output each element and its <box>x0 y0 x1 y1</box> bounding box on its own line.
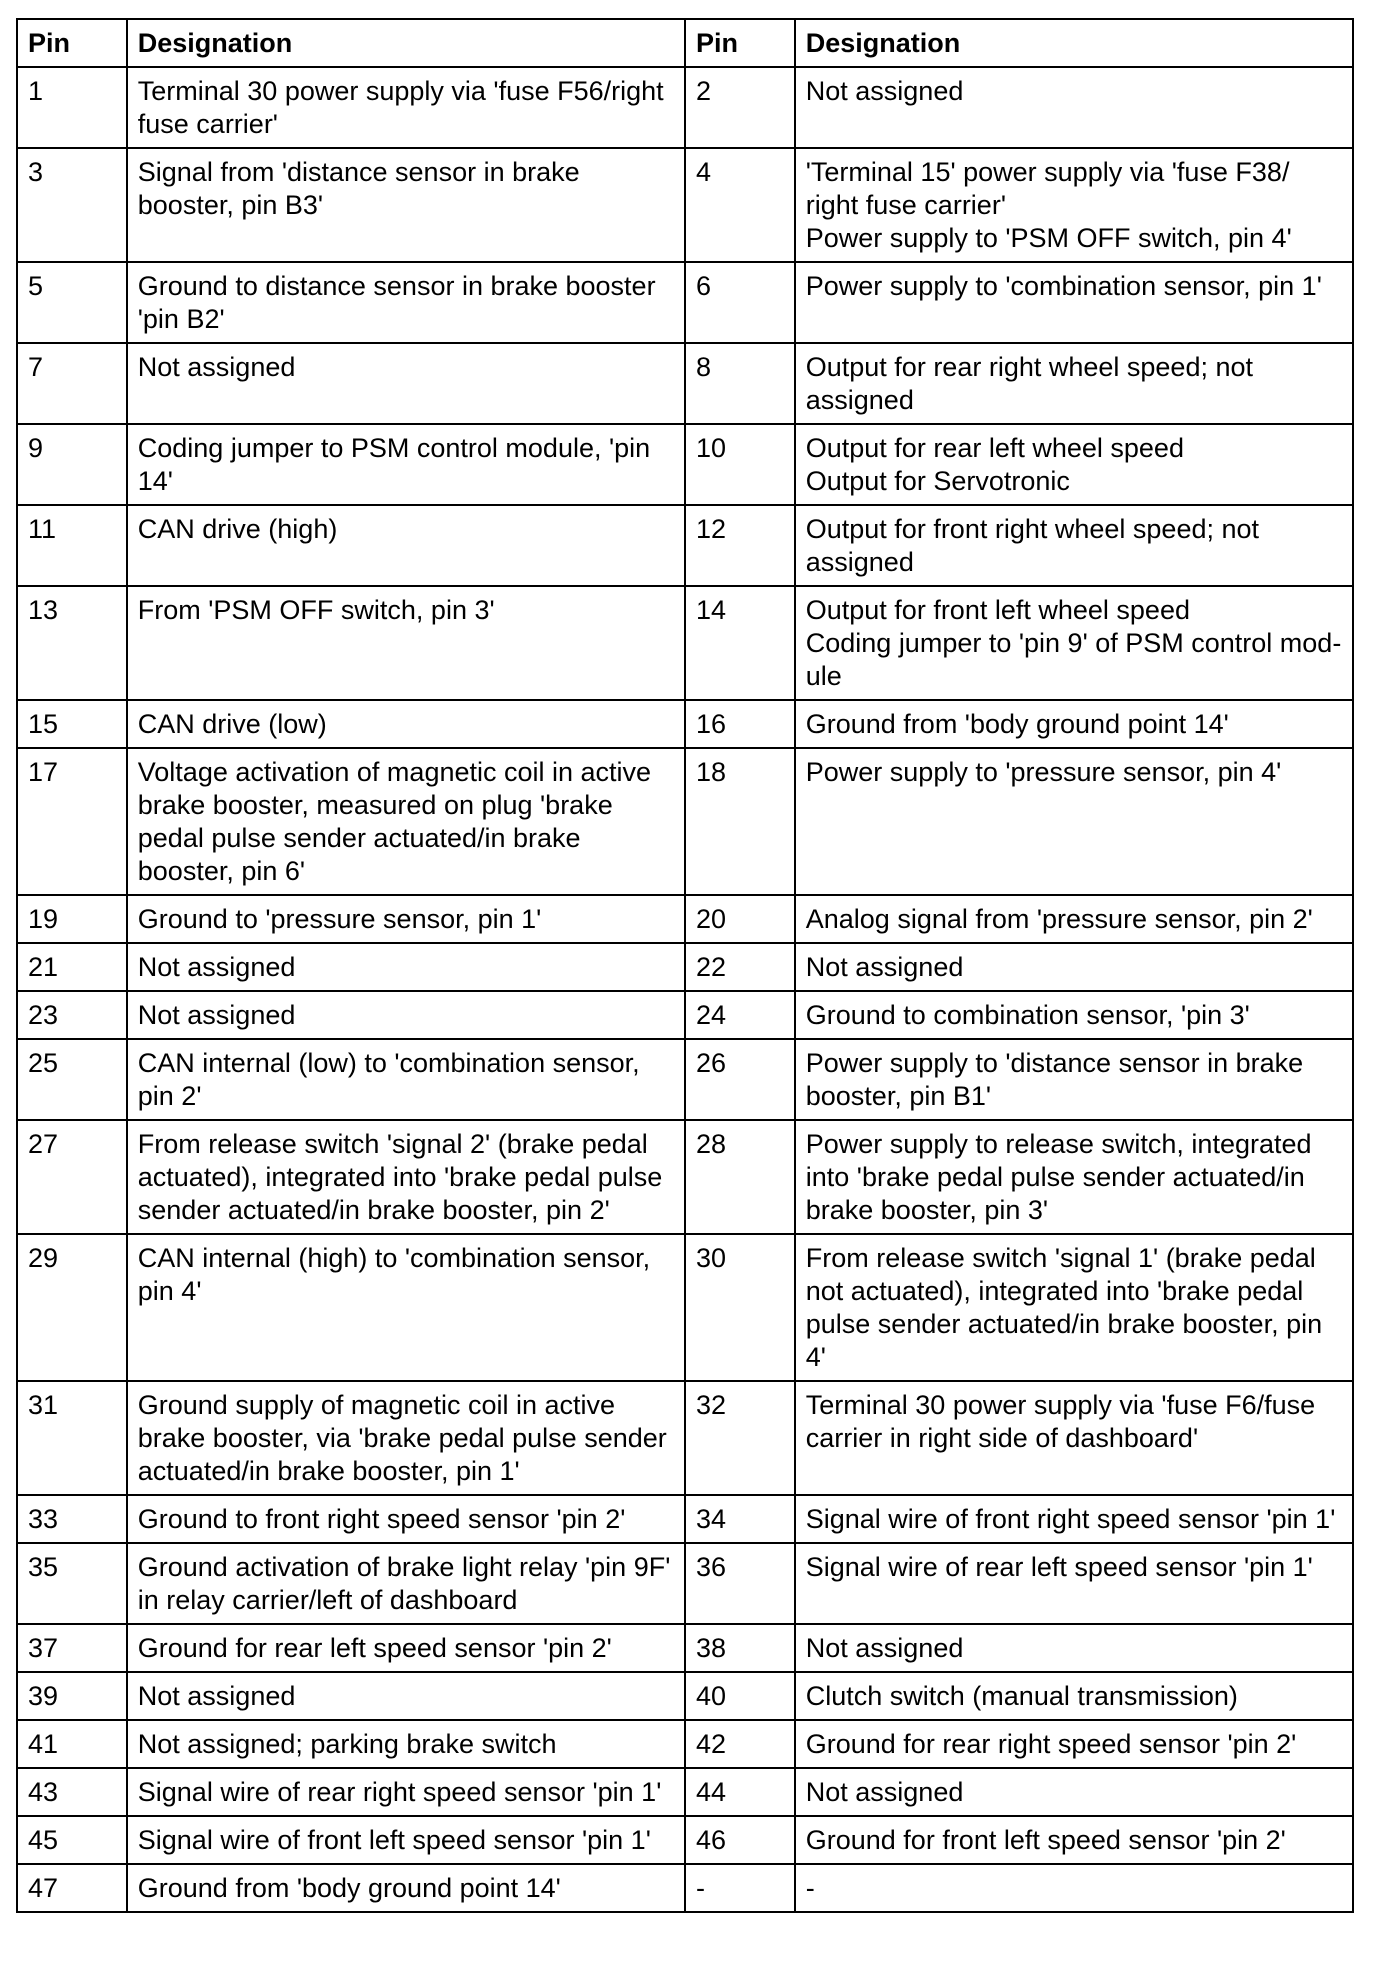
designation-right-cell: Not assigned <box>795 67 1353 148</box>
designation-left-cell: Ground supply of magnetic coil in active brake booster, via 'brake pedal pulse sender actuated/in brake booster, pin 1' <box>127 1381 685 1495</box>
table-row <box>17 148 1353 262</box>
designation-right-cell: Power supply to 'combination sensor, pin 1' <box>795 262 1353 343</box>
table-row <box>17 67 1353 148</box>
pin-left-cell: 37 <box>17 1624 127 1672</box>
pin-left-cell: 1 <box>17 67 127 148</box>
designation-left-cell: Ground for rear left speed sensor 'pin 2' <box>127 1624 685 1672</box>
table-row <box>17 505 1353 586</box>
designation-left-cell: Coding jumper to PSM control module, 'pin 14' <box>127 424 685 505</box>
designation-right-cell: From release switch 'signal 1' (brake pedal not actuated), integrated into 'brake pedal pulse sender actuated/in brake booster, pin 4' <box>795 1234 1353 1381</box>
pin-left-cell: 11 <box>17 505 127 586</box>
designation-left-cell: Ground activation of brake light relay 'pin 9F' in relay carrier/left of dashboard <box>127 1543 685 1624</box>
table-row <box>17 1624 1353 1672</box>
designation-right-cell: 'Terminal 15' power supply via 'fuse F38/ right fuse carrier' Power supply to 'PSM OFF switch, pin 4' <box>795 148 1353 262</box>
pin-right-cell: 14 <box>685 586 795 700</box>
pin-right-cell: 32 <box>685 1381 795 1495</box>
table-body <box>17 67 1353 1912</box>
pin-right-cell: 10 <box>685 424 795 505</box>
table-row <box>17 1543 1353 1624</box>
designation-left-cell: CAN internal (high) to 'combination sensor, pin 4' <box>127 1234 685 1381</box>
pin-left-cell: 19 <box>17 895 127 943</box>
pin-left-cell: 25 <box>17 1039 127 1120</box>
designation-left-cell: CAN internal (low) to 'combination sensor, pin 2' <box>127 1039 685 1120</box>
designation-right-cell: Power supply to 'pressure sensor, pin 4' <box>795 748 1353 895</box>
header-pin-left: Pin <box>17 19 127 67</box>
table-row <box>17 1495 1353 1543</box>
designation-left-cell: Voltage activation of magnetic coil in active brake booster, measured on plug 'brake pedal pulse sender actuated/in brake booster, pin 6' <box>127 748 685 895</box>
header-designation-right: Designation <box>795 19 1353 67</box>
designation-left-cell: Ground to front right speed sensor 'pin 2' <box>127 1495 685 1543</box>
pin-left-cell: 33 <box>17 1495 127 1543</box>
table-row <box>17 943 1353 991</box>
table-row <box>17 1120 1353 1234</box>
designation-right-cell: Ground from 'body ground point 14' <box>795 700 1353 748</box>
table-row <box>17 1816 1353 1864</box>
designation-left-cell: Ground to 'pressure sensor, pin 1' <box>127 895 685 943</box>
pin-left-cell: 21 <box>17 943 127 991</box>
table-header <box>17 19 1353 67</box>
designation-left-cell: Terminal 30 power supply via 'fuse F56/right fuse carrier' <box>127 67 685 148</box>
pin-left-cell: 27 <box>17 1120 127 1234</box>
pin-right-cell: 2 <box>685 67 795 148</box>
pin-right-cell: 20 <box>685 895 795 943</box>
pin-right-cell: 18 <box>685 748 795 895</box>
pin-left-cell: 31 <box>17 1381 127 1495</box>
designation-right-cell: Signal wire of front right speed sensor 'pin 1' <box>795 1495 1353 1543</box>
pin-left-cell: 45 <box>17 1816 127 1864</box>
pin-assignment-table <box>16 18 1354 1913</box>
pin-left-cell: 9 <box>17 424 127 505</box>
pin-left-cell: 43 <box>17 1768 127 1816</box>
header-pin-right: Pin <box>685 19 795 67</box>
pin-left-cell: 39 <box>17 1672 127 1720</box>
designation-right-cell: Clutch switch (manual transmission) <box>795 1672 1353 1720</box>
pin-left-cell: 41 <box>17 1720 127 1768</box>
pin-left-cell: 23 <box>17 991 127 1039</box>
table-row <box>17 1234 1353 1381</box>
pin-left-cell: 17 <box>17 748 127 895</box>
pin-left-cell: 29 <box>17 1234 127 1381</box>
designation-right-cell: Signal wire of rear left speed sensor 'pin 1' <box>795 1543 1353 1624</box>
designation-right-cell: Ground to combination sensor, 'pin 3' <box>795 991 1353 1039</box>
header-row <box>17 19 1353 67</box>
table-row <box>17 1039 1353 1120</box>
designation-right-cell: Output for front right wheel speed; not assigned <box>795 505 1353 586</box>
pin-left-cell: 13 <box>17 586 127 700</box>
designation-left-cell: Not assigned; parking brake switch <box>127 1720 685 1768</box>
pin-left-cell: 5 <box>17 262 127 343</box>
designation-left-cell: Not assigned <box>127 343 685 424</box>
designation-left-cell: Not assigned <box>127 991 685 1039</box>
designation-left-cell: From 'PSM OFF switch, pin 3' <box>127 586 685 700</box>
designation-right-cell: Ground for rear right speed sensor 'pin 2' <box>795 1720 1353 1768</box>
pin-right-cell: 40 <box>685 1672 795 1720</box>
table-row <box>17 748 1353 895</box>
pin-right-cell: - <box>685 1864 795 1912</box>
pin-right-cell: 24 <box>685 991 795 1039</box>
designation-right-cell: Not assigned <box>795 1624 1353 1672</box>
designation-right-cell: Not assigned <box>795 1768 1353 1816</box>
designation-left-cell: Ground to distance sensor in brake booster 'pin B2' <box>127 262 685 343</box>
designation-right-cell: Analog signal from 'pressure sensor, pin 2' <box>795 895 1353 943</box>
designation-right-cell: - <box>795 1864 1353 1912</box>
pin-right-cell: 42 <box>685 1720 795 1768</box>
designation-right-cell: Output for rear right wheel speed; not assigned <box>795 343 1353 424</box>
table-row <box>17 700 1353 748</box>
designation-right-cell: Power supply to release switch, integrated into 'brake pedal pulse sender actuated/in brake booster, pin 3' <box>795 1120 1353 1234</box>
designation-right-cell: Output for rear left wheel speed Output for Servotronic <box>795 424 1353 505</box>
designation-left-cell: Signal from 'distance sensor in brake booster, pin B3' <box>127 148 685 262</box>
table-row <box>17 1720 1353 1768</box>
designation-right-cell: Not assigned <box>795 943 1353 991</box>
pin-right-cell: 30 <box>685 1234 795 1381</box>
pin-right-cell: 34 <box>685 1495 795 1543</box>
pin-left-cell: 3 <box>17 148 127 262</box>
designation-left-cell: From release switch 'signal 2' (brake pedal actuated), integrated into 'brake pedal pulse sender actuated/in brake booster, pin 2' <box>127 1120 685 1234</box>
designation-left-cell: CAN drive (low) <box>127 700 685 748</box>
table-row <box>17 262 1353 343</box>
table-row <box>17 1768 1353 1816</box>
pin-right-cell: 44 <box>685 1768 795 1816</box>
designation-right-cell: Output for front left wheel speed Coding jumper to 'pin 9' of PSM control mod-ule <box>795 586 1353 700</box>
designation-left-cell: Signal wire of rear right speed sensor 'pin 1' <box>127 1768 685 1816</box>
designation-right-cell: Terminal 30 power supply via 'fuse F6/fuse carrier in right side of dashboard' <box>795 1381 1353 1495</box>
designation-right-cell: Ground for front left speed sensor 'pin 2' <box>795 1816 1353 1864</box>
pin-right-cell: 16 <box>685 700 795 748</box>
pin-right-cell: 38 <box>685 1624 795 1672</box>
header-designation-left: Designation <box>127 19 685 67</box>
pin-right-cell: 4 <box>685 148 795 262</box>
table-row <box>17 1672 1353 1720</box>
table-row <box>17 991 1353 1039</box>
pin-right-cell: 12 <box>685 505 795 586</box>
designation-left-cell: CAN drive (high) <box>127 505 685 586</box>
pin-right-cell: 36 <box>685 1543 795 1624</box>
table-row <box>17 343 1353 424</box>
designation-left-cell: Signal wire of front left speed sensor 'pin 1' <box>127 1816 685 1864</box>
table-row <box>17 424 1353 505</box>
pin-right-cell: 22 <box>685 943 795 991</box>
table-row <box>17 1381 1353 1495</box>
pin-right-cell: 28 <box>685 1120 795 1234</box>
designation-left-cell: Not assigned <box>127 943 685 991</box>
pin-right-cell: 26 <box>685 1039 795 1120</box>
designation-left-cell: Ground from 'body ground point 14' <box>127 1864 685 1912</box>
designation-right-cell: Power supply to 'distance sensor in brake booster, pin B1' <box>795 1039 1353 1120</box>
pin-left-cell: 15 <box>17 700 127 748</box>
pin-right-cell: 8 <box>685 343 795 424</box>
pin-left-cell: 35 <box>17 1543 127 1624</box>
pin-right-cell: 6 <box>685 262 795 343</box>
designation-left-cell: Not assigned <box>127 1672 685 1720</box>
table-row <box>17 586 1353 700</box>
table-row <box>17 895 1353 943</box>
pin-right-cell: 46 <box>685 1816 795 1864</box>
table-row <box>17 1864 1353 1912</box>
pin-left-cell: 47 <box>17 1864 127 1912</box>
pin-left-cell: 7 <box>17 343 127 424</box>
